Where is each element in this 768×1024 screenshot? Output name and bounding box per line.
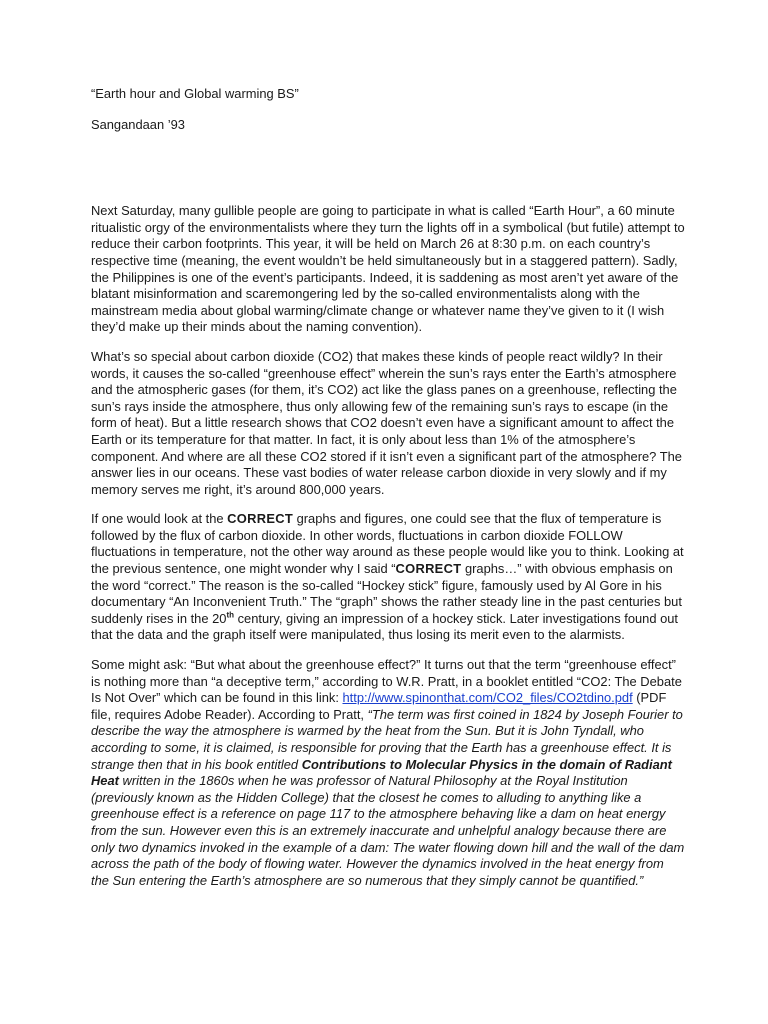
text-run: If one would look at the <box>91 511 228 527</box>
text-run: century, giving an impression of a hockey stick. Later investigations found out that the data and the graph itself were manipulated, thus losing its merit even to the alarmists. <box>91 610 679 643</box>
pdf-link[interactable]: http://www.spinonthat.com/CO2_files/CO2tdino.pdf <box>342 690 633 706</box>
text-run: graphs…” with obvious emphasis on the word “correct.” The reason is the so-called “Hockey stick” figure, famously used by Al Gore in his documentary “An Inconvenient Truth.” The “graph” shows the rather steady line in the past centuries but suddenly rises in the 20 <box>91 561 682 626</box>
paragraph-correct-graphs <box>91 511 685 644</box>
document-author: Sangandaan ’93 <box>91 116 185 132</box>
quote-text: “The term was first coined in 1824 by Joseph Fourier to describe the way the atmosphere is warmed by the heat from the Sun. But it is John Tyndall, who according to some, it is claimed, is responsible for proving that the Earth has a greenhouse effect. It is strange then that in his book entitled <box>91 706 683 772</box>
paragraph-greenhouse-effect <box>91 657 685 889</box>
ordinal-superscript: th <box>226 610 234 620</box>
quote-text: written in the 1860s when he was professor of Natural Philosophy at the Royal Institution (previously known as the Hidden College) that the closest he comes to alluding to anything like a greenhouse effect is a reference on page 117 to the atmosphere behaving like a dam on heat energy from the sun. However even this is an extremely inaccurate and unhelpful analogy because there are only two dynamics invoked in the example of a dam: The water flowing down hill and the wall of the dam across the path of the body of flowing water. However the dynamics involved in the heat energy from the Sun entering the Earth’s atmosphere are so numerous that they simply cannot be quantified.” <box>91 773 685 888</box>
emphasis-correct: CORRECT <box>395 561 462 577</box>
document-page <box>91 86 685 889</box>
text-run: (PDF file, requires Adobe Reader). According to Pratt, <box>91 690 667 722</box>
paragraph-earth-hour: Next Saturday, many gullible people are going to participate in what is called “Earth Hour”, a 60 minute ritualistic orgy of the environmentalists where they turn the lights off in a symbolical (but futile) attempt to reduce their carbon footprints. This year, it will be held on March 26 at 8:30 p.m. on each country’s respective time (meaning, the event wouldn’t be held simultaneously but in a staggered pattern). Sadly, the Philippines is one of the event’s participants. Indeed, it is saddening as most aren’t yet aware of the blatant misinformation and scaremongering led by the so-called environmentalists along with the mainstream media about global warming/climate change or whatever name they’ve given to it (I wish they’d make up their minds about the naming convention). <box>91 203 685 335</box>
text-run: Some might ask: “But what about the greenhouse effect?” It turns out that the term “greenhouse effect” is nothing more than “a deceptive term,” according to W.R. Pratt, in a booklet entitled “CO2: The Debate Is Not Over” which can be found in this link: <box>91 657 682 706</box>
text-run: graphs and figures, one could see that the flux of temperature is followed by the flux of carbon dioxide. In other words, fluctuations in carbon dioxide FOLLOW fluctuations in temperature, not the other way around as these people would like you to think. Looking at the previous sentence, one might wonder why I said “ <box>91 511 684 577</box>
emphasis-correct: CORRECT <box>227 511 294 527</box>
document-title: “Earth hour and Global warming BS” <box>91 86 299 101</box>
book-title: Contributions to Molecular Physics in the domain of Radiant Heat <box>91 756 672 789</box>
paragraph-carbon-dioxide: What’s so special about carbon dioxide (CO2) that makes these kinds of people react wildly? In their words, it causes the so-called “greenhouse effect” wherein the sun’s rays enter the Earth’s atmosphere and the atmospheric gases (for them, it’s CO2) act like the glass panes on a greenhouse, reflecting the sun’s rays inside the atmosphere, thus only allowing few of the remaining sun’s rays to escape (in the form of heat). But a little research shows that CO2 doesn’t even have a significant amount to affect the Earth or its temperature for that matter. In fact, it is only about less than 1% of the atmosphere’s component. And where are all these CO2 stored if it isn’t even a significant part of the atmosphere? The answer lies in our oceans. These vast bodies of water release carbon dioxide in very slowly and if my memory serves me right, it’s around 800,000 years. <box>91 348 682 497</box>
